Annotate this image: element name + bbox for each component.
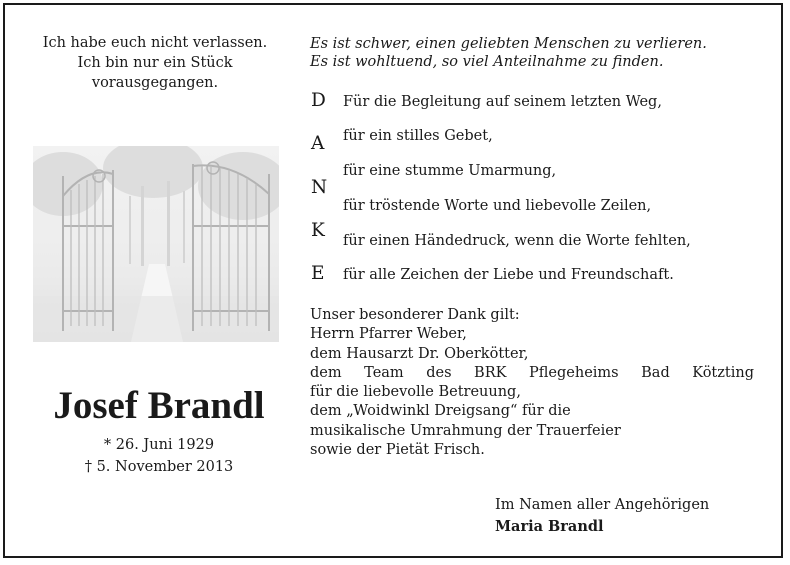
danke-letter-n: N <box>311 177 328 198</box>
memorial-quote-line: vorausgegangen. <box>91 75 219 91</box>
special-thanks-line: Herrn Pfarrer Weber, <box>310 326 467 343</box>
garden-gate-photo <box>33 146 279 342</box>
danke-line: für alle Zeichen der Liebe und Freundschaft. <box>343 267 674 283</box>
condolence-quote <box>310 35 707 71</box>
danke-line: für eine stumme Umarmung, <box>343 163 557 179</box>
condolence-quote-line: Es ist wohltuend, so viel Anteilnahme zu finden. <box>310 54 664 70</box>
special-thanks-line: dem „Woidwinkl Dreigsang“ für die <box>310 403 571 420</box>
danke-line: für einen Händedruck, wenn die Worte fehlten, <box>343 233 691 249</box>
danke-letter-e: E <box>311 263 325 284</box>
signature-closing: Im Namen aller Angehörigen <box>495 497 710 513</box>
life-dates <box>24 434 294 478</box>
special-thanks-line: dem Team des BRK Pflegeheims Bad Kötzting <box>310 364 754 381</box>
birth-date: * 26. Juni 1929 <box>103 437 215 453</box>
danke-line: Für die Begleitung auf seinem letzten Weg, <box>343 94 662 110</box>
death-date: † 5. November 2013 <box>84 459 234 475</box>
special-thanks <box>310 306 754 460</box>
danke-line: für ein stilles Gebet, <box>343 128 493 144</box>
danke-letter-d: D <box>311 90 326 111</box>
danke-line: für tröstende Worte und liebevolle Zeilen, <box>343 198 652 214</box>
deceased-name: Josef Brandl <box>53 384 265 427</box>
condolence-quote-line: Es ist schwer, einen geliebten Menschen zu verlieren. <box>310 36 707 52</box>
memorial-quote-line: Ich bin nur ein Stück <box>77 55 233 71</box>
memorial-quote-line: Ich habe euch nicht verlassen. <box>42 35 268 51</box>
signature-block <box>495 495 709 537</box>
special-thanks-heading: Unser besonderer Dank gilt: <box>310 307 520 323</box>
special-thanks-line: musikalische Umrahmung der Trauerfeier <box>310 422 621 439</box>
special-thanks-line: dem Hausarzt Dr. Oberkötter, <box>310 345 529 362</box>
danke-letter-k: K <box>311 220 325 241</box>
special-thanks-line: für die liebevolle Betreuung, <box>310 384 521 401</box>
memorial-quote <box>25 33 285 93</box>
danke-letter-a: A <box>311 133 325 154</box>
special-thanks-line: sowie der Pietät Frisch. <box>310 442 485 459</box>
signer-name: Maria Brandl <box>495 518 604 535</box>
